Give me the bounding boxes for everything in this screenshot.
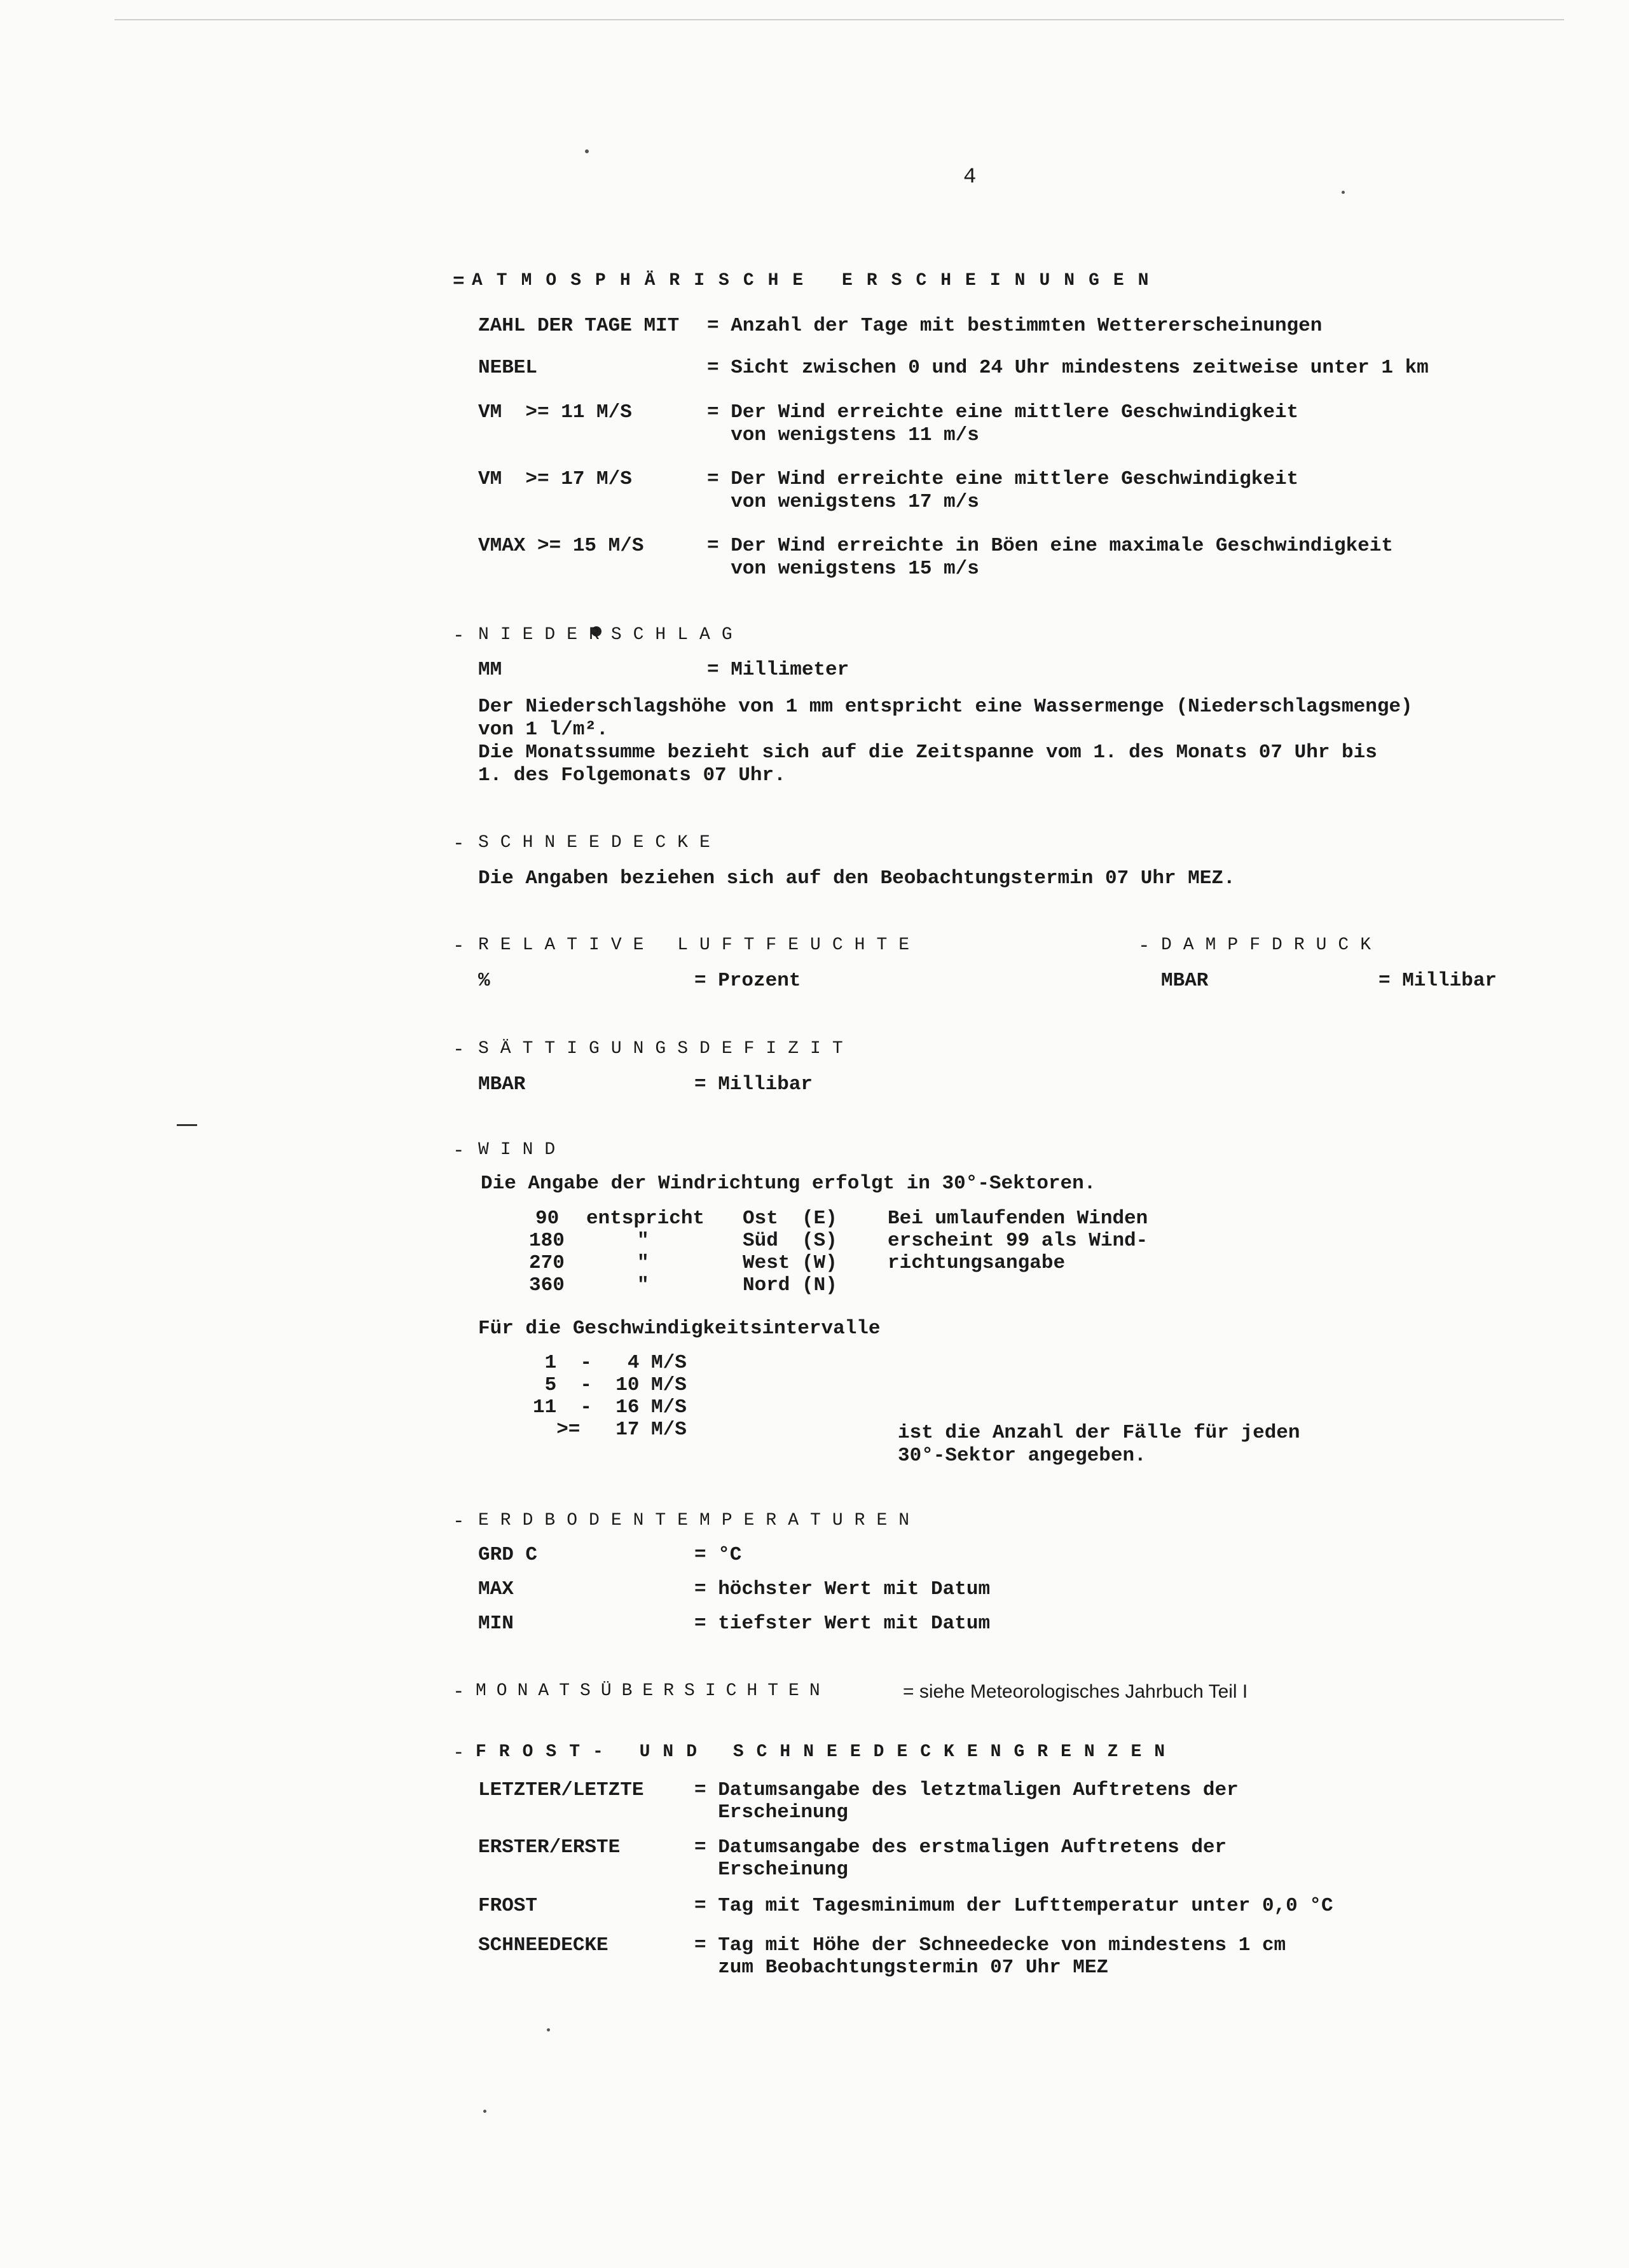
wind-name: Süd (S)	[743, 1230, 837, 1252]
wind-interval: 1 - 4 M/S	[533, 1352, 687, 1374]
def-mm: = Millimeter	[707, 659, 849, 681]
dash-marker: -	[453, 1511, 465, 1533]
term-vm17: VM >= 17 M/S	[478, 468, 632, 490]
monat-text: = siehe Meteorologisches Jahrbuch Teil I	[903, 1681, 1248, 1702]
section-heading-wind: WIND	[478, 1140, 567, 1160]
def-zahl: = Anzahl der Tage mit bestimmten Wettererscheinungen	[707, 315, 1323, 337]
wind-deg: 180	[529, 1230, 565, 1252]
def-erster-line2: Erscheinung	[694, 1859, 848, 1881]
section-heading-dampf: DAMPFDRUCK	[1161, 935, 1383, 955]
wind-name: Ost (E)	[743, 1207, 837, 1230]
def-schneedecke-line2: zum Beobachtungstermin 07 Uhr MEZ	[694, 1956, 1109, 1979]
dash-marker: -	[453, 1140, 465, 1162]
dash-marker: -	[453, 935, 465, 958]
def-max: = höchster Wert mit Datum	[694, 1578, 991, 1600]
schnee-text: Die Angaben beziehen sich auf den Beobachtungstermin 07 Uhr MEZ.	[478, 867, 1235, 890]
wind-speed-intro: Für die Geschwindigkeitsintervalle	[478, 1317, 881, 1340]
def-vm17-line2: von wenigstens 17 m/s	[707, 491, 979, 513]
dash-marker: -	[453, 1742, 465, 1764]
wind-intro: Die Angabe der Windrichtung erfolgt in 30°-Sektoren.	[481, 1172, 1096, 1195]
def-erster-line1: = Datumsangabe des erstmaligen Auftretens der	[694, 1836, 1227, 1859]
term-frost: FROST	[478, 1895, 538, 1917]
term-schneedecke: SCHNEEDECKE	[478, 1934, 608, 1956]
term-nebel: NEBEL	[478, 357, 538, 379]
def-frost: = Tag mit Tagesminimum der Lufttemperatur unter 0,0 °C	[694, 1895, 1333, 1917]
term-grdc: GRD C	[478, 1544, 538, 1566]
section-heading-schnee: SCHNEEDECKE	[478, 833, 722, 853]
wind-interval: 11 - 16 M/S	[533, 1396, 687, 1419]
term-vmax15: VMAX >= 15 M/S	[478, 535, 644, 557]
wind-word: "	[637, 1274, 649, 1296]
wind-name: Nord (N)	[743, 1274, 837, 1296]
dash-marker: -	[453, 1039, 465, 1061]
dash-marker: -	[453, 833, 465, 855]
term-max: MAX	[478, 1578, 514, 1600]
wind-deg: 90	[535, 1207, 560, 1230]
term-prozent: %	[478, 970, 490, 992]
nieder-para-line: von 1 l/m².	[478, 718, 608, 741]
wind-speed-note: ist die Anzahl der Fälle für jeden	[898, 1422, 1300, 1444]
wind-note: richtungsangabe	[888, 1252, 1066, 1274]
wind-speed-note: 30°-Sektor angegeben.	[898, 1445, 1146, 1467]
term-zahl: ZAHL DER TAGE MIT	[478, 315, 680, 337]
def-min: = tiefster Wert mit Datum	[694, 1612, 991, 1635]
def-vm11-line1: = Der Wind erreichte eine mittlere Geschwindigkeit	[707, 401, 1299, 423]
term-letzter: LETZTER/LETZTE	[478, 1779, 644, 1801]
section-heading-frost: FROST- UND SCHNEEDECKENGRENZEN	[476, 1742, 1178, 1762]
dash-marker: -	[453, 1681, 465, 1703]
section-heading-erdboden: ERDBODENTEMPERATUREN	[478, 1511, 921, 1530]
def-letzter-line1: = Datumsangabe des letztmaligen Auftretens der	[694, 1779, 1239, 1801]
def-nebel: = Sicht zwischen 0 und 24 Uhr mindestens zeitweise unter 1 km	[707, 357, 1429, 379]
term-vm11: VM >= 11 M/S	[478, 401, 632, 423]
nieder-para-line: Der Niederschlagshöhe von 1 mm entspricht eine Wassermenge (Niederschlagsmenge)	[478, 696, 1413, 718]
scan-speck	[585, 149, 589, 153]
scan-speck	[483, 2110, 486, 2113]
dash-marker: -	[1138, 935, 1150, 958]
def-mbar-dampf: = Millibar	[1378, 970, 1497, 992]
term-mm: MM	[478, 659, 502, 681]
scan-speck	[547, 2028, 550, 2031]
wind-interval: >= 17 M/S	[533, 1419, 687, 1441]
def-vmax15-line1: = Der Wind erreichte in Böen eine maximale Geschwindigkeit	[707, 535, 1393, 557]
section-heading-saett: SÄTTIGUNGSDEFIZIT	[478, 1039, 855, 1059]
def-vm11-line2: von wenigstens 11 m/s	[707, 424, 979, 446]
wind-note: Bei umlaufenden Winden	[888, 1207, 1148, 1230]
term-mbar-dampf: MBAR	[1161, 970, 1209, 992]
page-number: 4	[963, 165, 977, 189]
def-letzter-line2: Erscheinung	[694, 1801, 848, 1824]
def-vm17-line1: = Der Wind erreichte eine mittlere Geschwindigkeit	[707, 468, 1299, 490]
wind-deg: 360	[529, 1274, 565, 1296]
dash-marker: =	[453, 271, 465, 293]
term-mbar-saett: MBAR	[478, 1073, 526, 1096]
section-heading-monat: MONATSÜBERSICHTEN	[476, 1681, 830, 1701]
scan-edge-line	[114, 19, 1564, 20]
wind-word: "	[637, 1252, 649, 1274]
dash-marker: -	[453, 625, 465, 647]
def-grdc: = °C	[694, 1544, 742, 1566]
term-min: MIN	[478, 1612, 514, 1635]
wind-note: erscheint 99 als Wind-	[888, 1230, 1148, 1252]
def-mbar-saett: = Millibar	[694, 1073, 813, 1096]
wind-interval: 5 - 10 M/S	[533, 1374, 687, 1396]
def-prozent: = Prozent	[694, 970, 801, 992]
def-schneedecke-line1: = Tag mit Höhe der Schneedecke von mindestens 1 cm	[694, 1934, 1286, 1956]
wind-word: "	[637, 1230, 649, 1252]
def-vmax15-line2: von wenigstens 15 m/s	[707, 558, 979, 580]
section-heading-nieder: NIEDERSCHLAG	[478, 625, 744, 645]
nieder-para-line: Die Monatssumme bezieht sich auf die Zeitspanne vom 1. des Monats 07 Uhr bis	[478, 741, 1377, 764]
section-heading-feuchte: RELATIVE LUFTFEUCHTE	[478, 935, 921, 955]
section-heading-atmos: ATMOSPHÄRISCHE ERSCHEINUNGEN	[472, 271, 1163, 291]
scan-speck	[1342, 191, 1345, 194]
term-erster: ERSTER/ERSTE	[478, 1836, 621, 1859]
wind-name: West (W)	[743, 1252, 837, 1274]
nieder-para-line: 1. des Folgemonats 07 Uhr.	[478, 764, 786, 787]
wind-deg: 270	[529, 1252, 565, 1274]
wind-word: entspricht	[586, 1207, 705, 1230]
margin-mark	[177, 1124, 197, 1126]
